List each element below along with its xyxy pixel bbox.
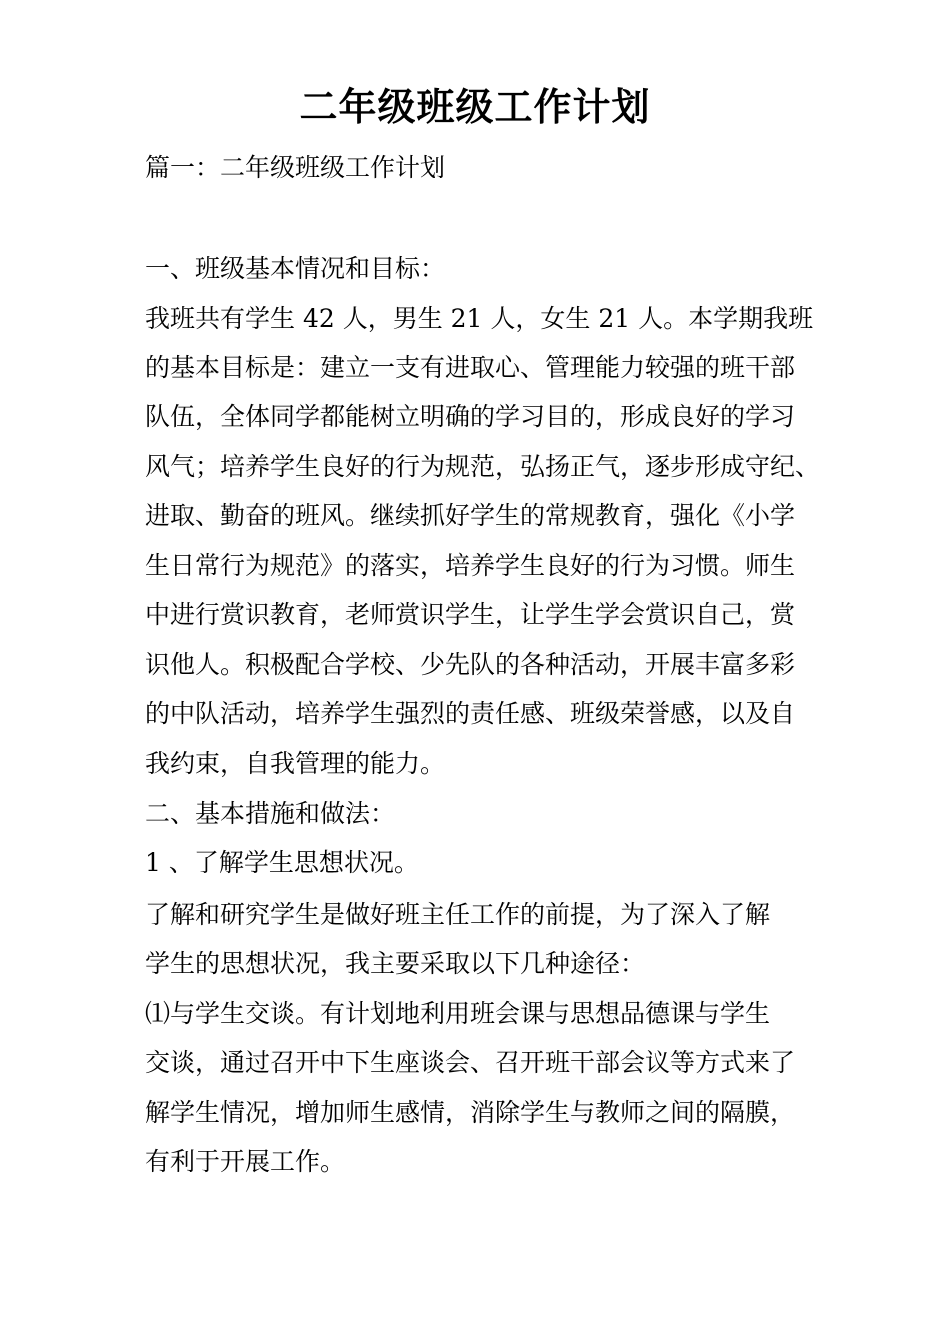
paragraph-line: 队伍，全体同学都能树立明确的学习目的，形成良好的学习 [145,402,796,431]
paragraph-line: 有利于开展工作。 [145,1147,346,1176]
paragraph-line: 学生的思想状况，我主要采取以下几种途径： [145,949,646,978]
paragraph-line: 解学生情况，增加师生感情，消除学生与教师之间的隔膜， [145,1098,796,1127]
paragraph-line: 我班共有学生 42 人，男生 21 人，女生 21 人。本学期我班 [145,304,814,333]
paragraph-line: 风气；培养学生良好的行为规范，弘扬正气，逐步形成守纪、 [145,452,821,481]
paragraph-line: 的中队活动，培养学生强烈的责任感、班级荣誉感，以及自 [145,699,796,728]
section-heading-2: 二、基本措施和做法： [145,799,396,828]
section-heading-1: 一、班级基本情况和目标： [145,254,446,283]
paragraph-line: 我约束，自我管理的能力。 [145,749,446,778]
paragraph-line: 识他人。积极配合学校、少先队的各种活动，开展丰富多彩 [145,650,796,679]
paragraph-line: 中进行赏识教育，老师赏识学生，让学生学会赏识自己，赏 [145,600,796,629]
subsection-heading: 1 、了解学生思想状况。 [145,848,419,877]
document-subtitle: 篇一：二年级班级工作计划 [145,153,446,182]
paragraph-line: 了解和研究学生是做好班主任工作的前提，为了深入了解 [145,900,771,929]
document-title: 二年级班级工作计划 [299,84,651,129]
paragraph-line: 交谈，通过召开中下生座谈会、召开班干部会议等方式来了 [145,1048,796,1077]
paragraph-line: 生日常行为规范》的落实，培养学生良好的行为习惯。师生 [145,551,796,580]
paragraph-line: ⑴与学生交谈。有计划地利用班会课与思想品德课与学生 [145,999,771,1028]
paragraph-line: 的基本目标是：建立一支有进取心、管理能力较强的班干部 [145,353,796,382]
paragraph-line: 进取、勤奋的班风。继续抓好学生的常规教育，强化《小学 [145,501,796,530]
